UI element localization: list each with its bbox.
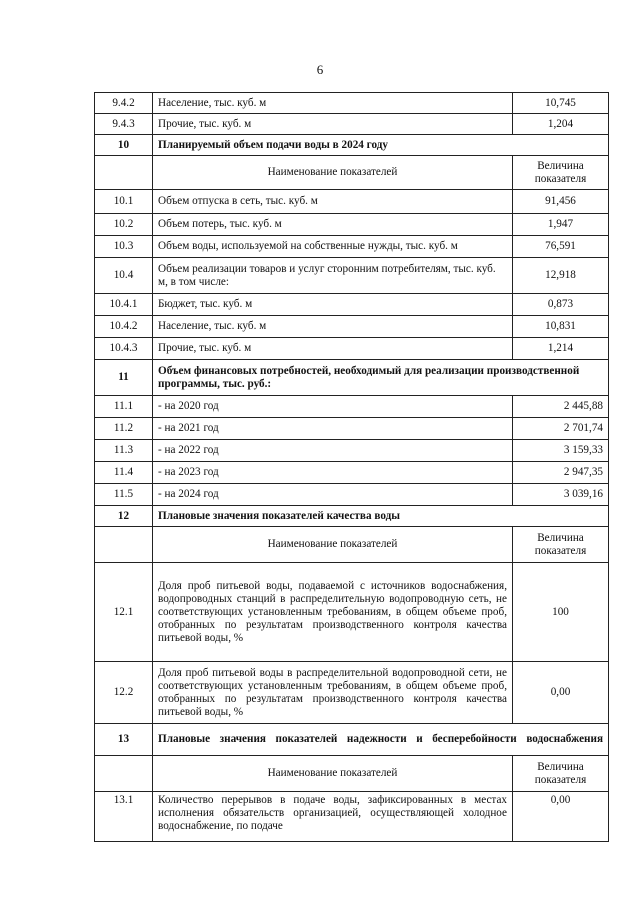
row-value: 91,456: [513, 190, 609, 214]
row-label: - на 2021 год: [153, 418, 513, 440]
table-row: [95, 396, 609, 418]
column-header-value: Величина показателя: [513, 756, 609, 792]
column-header-row: [95, 756, 609, 792]
table-row: [95, 258, 609, 294]
row-number: 9.4.3: [95, 114, 153, 135]
section-title: Планируемый объем подачи воды в 2024 году: [153, 135, 609, 156]
row-number: 11.1: [95, 396, 153, 418]
row-label: Количество перерывов в подаче воды, зафиксированных в местах исполнения обязательств организацией, осуществляющей холодное водоснабжение, по подаче: [153, 792, 513, 842]
row-value: 0,873: [513, 294, 609, 316]
row-value: 2 445,88: [513, 396, 609, 418]
column-header-value: Величина показателя: [513, 527, 609, 563]
row-value: 0,00: [513, 792, 609, 842]
row-value: 1,947: [513, 214, 609, 236]
page-number: 6: [316, 62, 324, 77]
column-header-name: Наименование показателей: [153, 756, 513, 792]
section-row: [95, 360, 609, 396]
section-row: [95, 724, 609, 756]
row-value: 0,00: [513, 662, 609, 724]
row-value: 1,214: [513, 338, 609, 360]
table-row: [95, 418, 609, 440]
empty-cell: [95, 756, 153, 792]
section-number: 11: [95, 360, 153, 396]
table-row: [95, 190, 609, 214]
row-value: 1,204: [513, 114, 609, 135]
row-value: 10,831: [513, 316, 609, 338]
row-value: 2 947,35: [513, 462, 609, 484]
row-value: 2 701,74: [513, 418, 609, 440]
row-label: Доля проб питьевой воды, подаваемой с источников водоснабжения, водопроводных станций в распределительную водопроводную сеть, не соответствующих установленным требованиям, в общем объеме проб, отобранных по результатам производственного контроля качества питьевой воды, %: [153, 563, 513, 662]
row-number: 11.4: [95, 462, 153, 484]
section-number: 12: [95, 506, 153, 527]
row-label: Доля проб питьевой воды в распределительной водопроводной сети, не соответствующих установленным требованиям, в общем объеме проб, отобранных по результатам производственного контроля качества питьевой воды, %: [153, 662, 513, 724]
row-label: Объем воды, используемой на собственные нужды, тыс. куб. м: [153, 236, 513, 258]
column-header-row: [95, 527, 609, 563]
table-row: [95, 440, 609, 462]
row-label: Население, тыс. куб. м: [153, 93, 513, 114]
indicators-table: [94, 92, 609, 842]
section-title: Объем финансовых потребностей, необходимый для реализации производственной программы, тыс. руб.:: [153, 360, 609, 396]
row-number: 11.2: [95, 418, 153, 440]
row-label: - на 2023 год: [153, 462, 513, 484]
section-title: Плановые значения показателей надежности и бесперебойности водоснабжения: [153, 724, 609, 756]
table-row: [95, 338, 609, 360]
row-number: 12.2: [95, 662, 153, 724]
table-row: [95, 792, 609, 842]
row-label: Население, тыс. куб. м: [153, 316, 513, 338]
row-label: Объем потерь, тыс. куб. м: [153, 214, 513, 236]
section-row: [95, 506, 609, 527]
row-number: 9.4.2: [95, 93, 153, 114]
section-row: [95, 135, 609, 156]
row-value: 3 159,33: [513, 440, 609, 462]
table-row: [95, 294, 609, 316]
row-label: - на 2024 год: [153, 484, 513, 506]
table-row: [95, 484, 609, 506]
row-number: 10.4.3: [95, 338, 153, 360]
section-title: Плановые значения показателей качества воды: [153, 506, 609, 527]
row-value: 10,745: [513, 93, 609, 114]
row-number: 12.1: [95, 563, 153, 662]
empty-cell: [95, 527, 153, 563]
row-label: Прочие, тыс. куб. м: [153, 114, 513, 135]
row-number: 11.3: [95, 440, 153, 462]
row-number: 10.2: [95, 214, 153, 236]
section-number: 13: [95, 724, 153, 756]
table-row: [95, 236, 609, 258]
row-label: Объем реализации товаров и услуг сторонним потребителям, тыс. куб. м, в том числе:: [153, 258, 513, 294]
row-value: 3 039,16: [513, 484, 609, 506]
table-row: [95, 93, 609, 114]
row-number: 13.1: [95, 792, 153, 842]
row-number: 10.4.1: [95, 294, 153, 316]
table-row: [95, 316, 609, 338]
row-number: 10.3: [95, 236, 153, 258]
row-value: 100: [513, 563, 609, 662]
table-row: [95, 563, 609, 662]
indicators-table-body: [95, 93, 609, 842]
column-header-name: Наименование показателей: [153, 156, 513, 190]
row-number: 10.4.2: [95, 316, 153, 338]
row-label: - на 2020 год: [153, 396, 513, 418]
row-number: 10.1: [95, 190, 153, 214]
row-number: 11.5: [95, 484, 153, 506]
empty-cell: [95, 156, 153, 190]
table-row: [95, 114, 609, 135]
table-row: [95, 662, 609, 724]
row-value: 12,918: [513, 258, 609, 294]
column-header-value: Величина показателя: [513, 156, 609, 190]
row-number: 10.4: [95, 258, 153, 294]
table-row: [95, 462, 609, 484]
row-label: - на 2022 год: [153, 440, 513, 462]
table-row: [95, 214, 609, 236]
row-label: Бюджет, тыс. куб. м: [153, 294, 513, 316]
row-label: Объем отпуска в сеть, тыс. куб. м: [153, 190, 513, 214]
column-header-name: Наименование показателей: [153, 527, 513, 563]
column-header-row: [95, 156, 609, 190]
row-value: 76,591: [513, 236, 609, 258]
section-number: 10: [95, 135, 153, 156]
row-label: Прочие, тыс. куб. м: [153, 338, 513, 360]
